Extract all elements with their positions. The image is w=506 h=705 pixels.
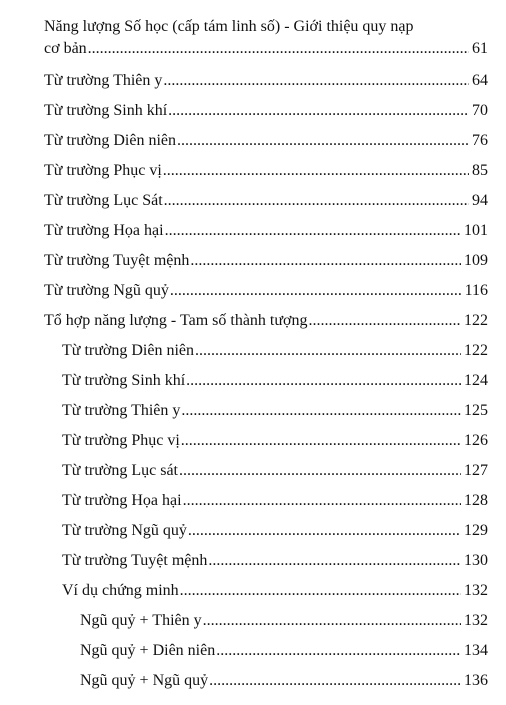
dot-leader [188,520,461,542]
toc-entry-title: Từ trường Phục vị [62,432,180,449]
dot-leader [179,460,461,482]
toc-entry-page: 101 [464,222,488,239]
toc-entry[interactable] [44,310,488,332]
toc-entry-page: 64 [472,72,488,89]
toc-entry-page: 109 [464,252,488,269]
dot-leader [177,130,469,152]
toc-entry-title: Từ trường Họa hại [44,222,164,239]
dot-leader [88,38,469,60]
toc-entry[interactable] [62,580,488,602]
dot-leader [216,640,461,662]
toc-entry-page: 76 [472,132,488,149]
toc-entry-page: 70 [472,102,488,119]
toc-entry[interactable] [44,190,488,212]
toc-entry[interactable] [44,250,488,272]
toc-entry-title: Từ trường Ngũ quỷ [62,522,187,539]
toc-entry[interactable] [80,640,488,662]
toc-entry-title: Từ trường Lục Sát [44,192,163,209]
dot-leader [163,160,469,182]
toc-entry-title: Ngũ quỷ + Ngũ quỷ [80,672,209,689]
toc-entry[interactable] [44,160,488,182]
dot-leader [190,250,461,272]
toc-entry-title: Ngũ quỷ + Diên niên [80,642,216,659]
dot-leader [203,610,461,632]
toc-entry-title-line1: Năng lượng Số học (cấp tám linh số) - Giới thiệu quy nạp [44,18,414,35]
dot-leader [209,670,461,692]
toc-entry-title: cơ bản [44,40,87,57]
dot-leader [170,280,462,302]
toc-entry[interactable] [62,430,488,452]
toc-entry-page: 122 [464,312,488,329]
toc-entry-page: 136 [464,672,488,689]
dot-leader [163,70,469,92]
toc-entry-page: 132 [464,612,488,629]
toc-entry-title: Từ trường Phục vị [44,162,162,179]
toc-entry-title: Từ trường Sinh khí [62,372,186,389]
toc-entry-page: 122 [464,342,488,359]
dot-leader [183,490,461,512]
toc-entry[interactable] [44,280,488,302]
toc-entry-title: Tổ hợp năng lượng - Tam số thành tượng [44,312,308,329]
toc-entry[interactable] [62,370,488,392]
dot-leader [186,370,461,392]
toc-entry[interactable] [62,520,488,542]
toc-entry-title: Từ trường Thiên y [44,72,163,89]
toc-entry-title: Từ trường Lục sát [62,462,178,479]
toc-entry-title: Từ trường Diên niên [62,342,194,359]
toc-entry-title: Ví dụ chứng minh [62,582,179,599]
toc-entry-page: 128 [464,492,488,509]
toc-entry[interactable] [44,220,488,242]
dot-leader [181,430,461,452]
toc-entry[interactable] [44,130,488,152]
toc-entry-page: 126 [464,432,488,449]
toc-entry-title: Từ trường Diên niên [44,132,176,149]
toc-entry-page: 125 [464,402,488,419]
dot-leader [309,310,461,332]
toc-entry-page: 116 [464,282,488,299]
toc-entry[interactable] [44,100,488,122]
dot-leader [165,220,461,242]
dot-leader [164,190,469,212]
toc-entry-title: Từ trường Thiên y [62,402,181,419]
toc-entry[interactable] [44,16,488,64]
toc-entry-page: 130 [464,552,488,569]
toc-entry-page: 134 [464,642,488,659]
dot-leader [181,400,461,422]
toc-entry-page: 127 [464,462,488,479]
toc-entry[interactable] [80,670,488,692]
toc-entry-title: Từ trường Tuyệt mệnh [62,552,208,569]
toc-entry[interactable] [44,70,488,92]
toc-entry[interactable] [62,490,488,512]
toc-entry-title: Từ trường Họa hại [62,492,182,509]
toc-entry-page: 61 [472,40,488,57]
dot-leader [168,100,469,122]
toc-entry-title: Từ trường Ngũ quỷ [44,282,169,299]
dot-leader [208,550,461,572]
toc-entry[interactable] [62,400,488,422]
toc-entry-title: Ngũ quỷ + Thiên y [80,612,202,629]
dot-leader [195,340,461,362]
dot-leader [180,580,461,602]
toc-entry-page: 94 [472,192,488,209]
toc-entry[interactable] [80,610,488,632]
toc-entry-page: 132 [464,582,488,599]
toc-entry-page: 124 [464,372,488,389]
toc-entry-title: Từ trường Sinh khí [44,102,168,119]
toc-entry[interactable] [62,340,488,362]
toc-entry[interactable] [62,550,488,572]
toc-entry-title: Từ trường Tuyệt mệnh [44,252,190,269]
toc-entry-page: 129 [464,522,488,539]
toc-entry-page: 85 [472,162,488,179]
toc-entry[interactable] [62,460,488,482]
